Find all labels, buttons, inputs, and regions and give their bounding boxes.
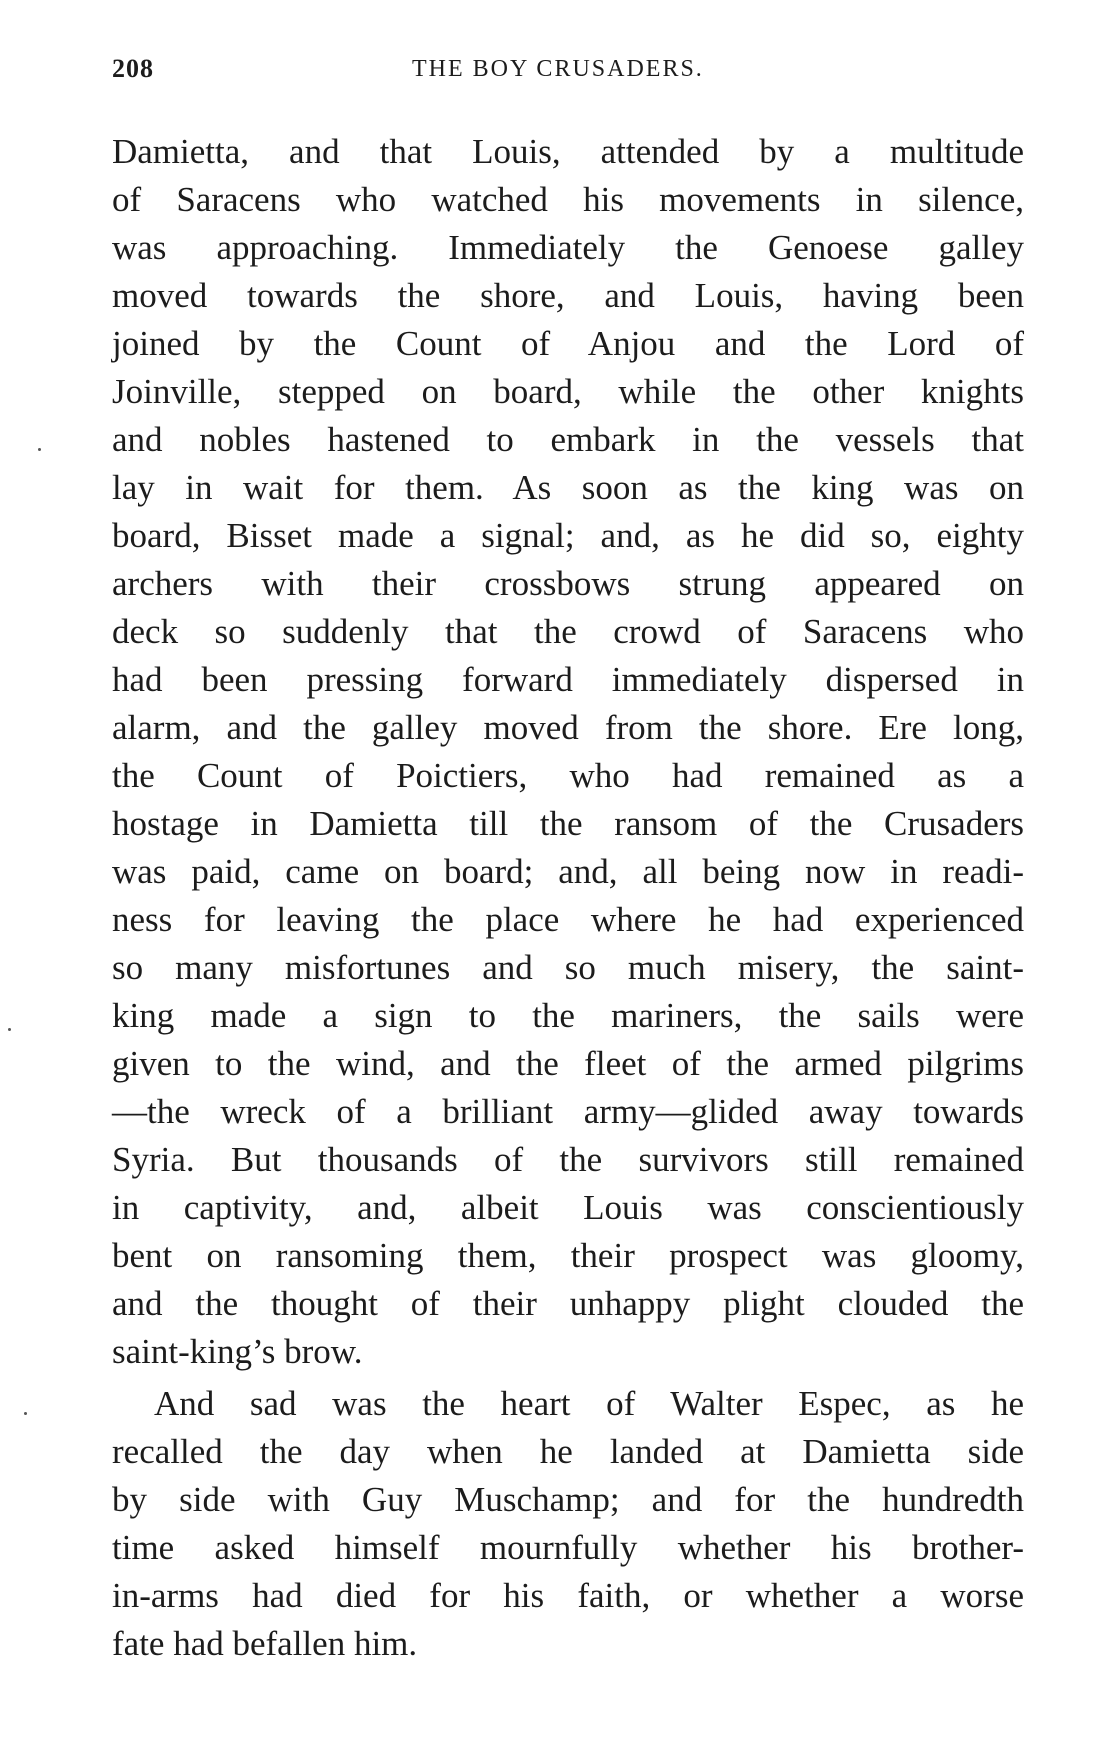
text-line: bent on ransoming them, their prospect was gloomy, — [112, 1236, 1024, 1275]
text-line: in captivity, and, albeit Louis was conscientiously — [112, 1188, 1024, 1227]
text-line: hostage in Damietta till the ransom of the Crusaders — [112, 804, 1024, 843]
text-line: was paid, came on board; and, all being now in readi- — [112, 852, 1024, 891]
text-line: —the wreck of a brilliant army—glided away towards — [112, 1092, 1024, 1131]
text-line: had been pressing forward immediately dispersed in — [112, 660, 1024, 699]
text-line: Syria. But thousands of the survivors still remained — [112, 1140, 1024, 1179]
ink-speck — [8, 1028, 11, 1031]
text-line: ness for leaving the place where he had experienced — [112, 900, 1024, 939]
text-line: And sad was the heart of Walter Espec, as he — [154, 1384, 1024, 1423]
text-line: alarm, and the galley moved from the shore. Ere long, — [112, 708, 1024, 747]
text-line: Joinville, stepped on board, while the other knights — [112, 372, 1024, 411]
text-line: and nobles hastened to embark in the vessels that — [112, 420, 1024, 459]
ink-speck — [24, 1412, 27, 1415]
text-line: given to the wind, and the fleet of the armed pilgrims — [112, 1044, 1024, 1083]
running-title: THE BOY CRUSADERS. — [412, 56, 704, 82]
text-line: moved towards the shore, and Louis, having been — [112, 276, 1024, 315]
text-line: and the thought of their unhappy plight clouded the — [112, 1284, 1024, 1323]
text-line: fate had befallen him. — [112, 1624, 418, 1663]
paragraph-2 — [112, 1380, 1024, 1668]
text-line: king made a sign to the mariners, the sails were — [112, 996, 1024, 1035]
text-line: archers with their crossbows strung appeared on — [112, 564, 1024, 603]
body-text — [112, 128, 1024, 1668]
ink-speck — [38, 448, 41, 451]
text-line: by side with Guy Muschamp; and for the hundredth — [112, 1480, 1024, 1519]
page-number: 208 — [112, 54, 154, 83]
text-line: in-arms had died for his faith, or whether a worse — [112, 1576, 1024, 1615]
text-line: of Saracens who watched his movements in silence, — [112, 180, 1024, 219]
text-line: lay in wait for them. As soon as the king was on — [112, 468, 1024, 507]
text-line: recalled the day when he landed at Damietta side — [112, 1432, 1024, 1471]
text-line: deck so suddenly that the crowd of Saracens who — [112, 612, 1024, 651]
text-line: so many misfortunes and so much misery, the saint- — [112, 948, 1024, 987]
text-line: joined by the Count of Anjou and the Lord of — [112, 324, 1024, 363]
text-line: the Count of Poictiers, who had remained as a — [112, 756, 1024, 795]
running-head — [112, 54, 1032, 94]
text-line: time asked himself mournfully whether his brother- — [112, 1528, 1024, 1567]
paragraph-1 — [112, 128, 1024, 1376]
text-line: saint-king’s brow. — [112, 1332, 363, 1371]
text-line: Damietta, and that Louis, attended by a multitude — [112, 132, 1024, 171]
text-line: was approaching. Immediately the Genoese galley — [112, 228, 1024, 267]
text-line: board, Bisset made a signal; and, as he did so, eighty — [112, 516, 1024, 555]
